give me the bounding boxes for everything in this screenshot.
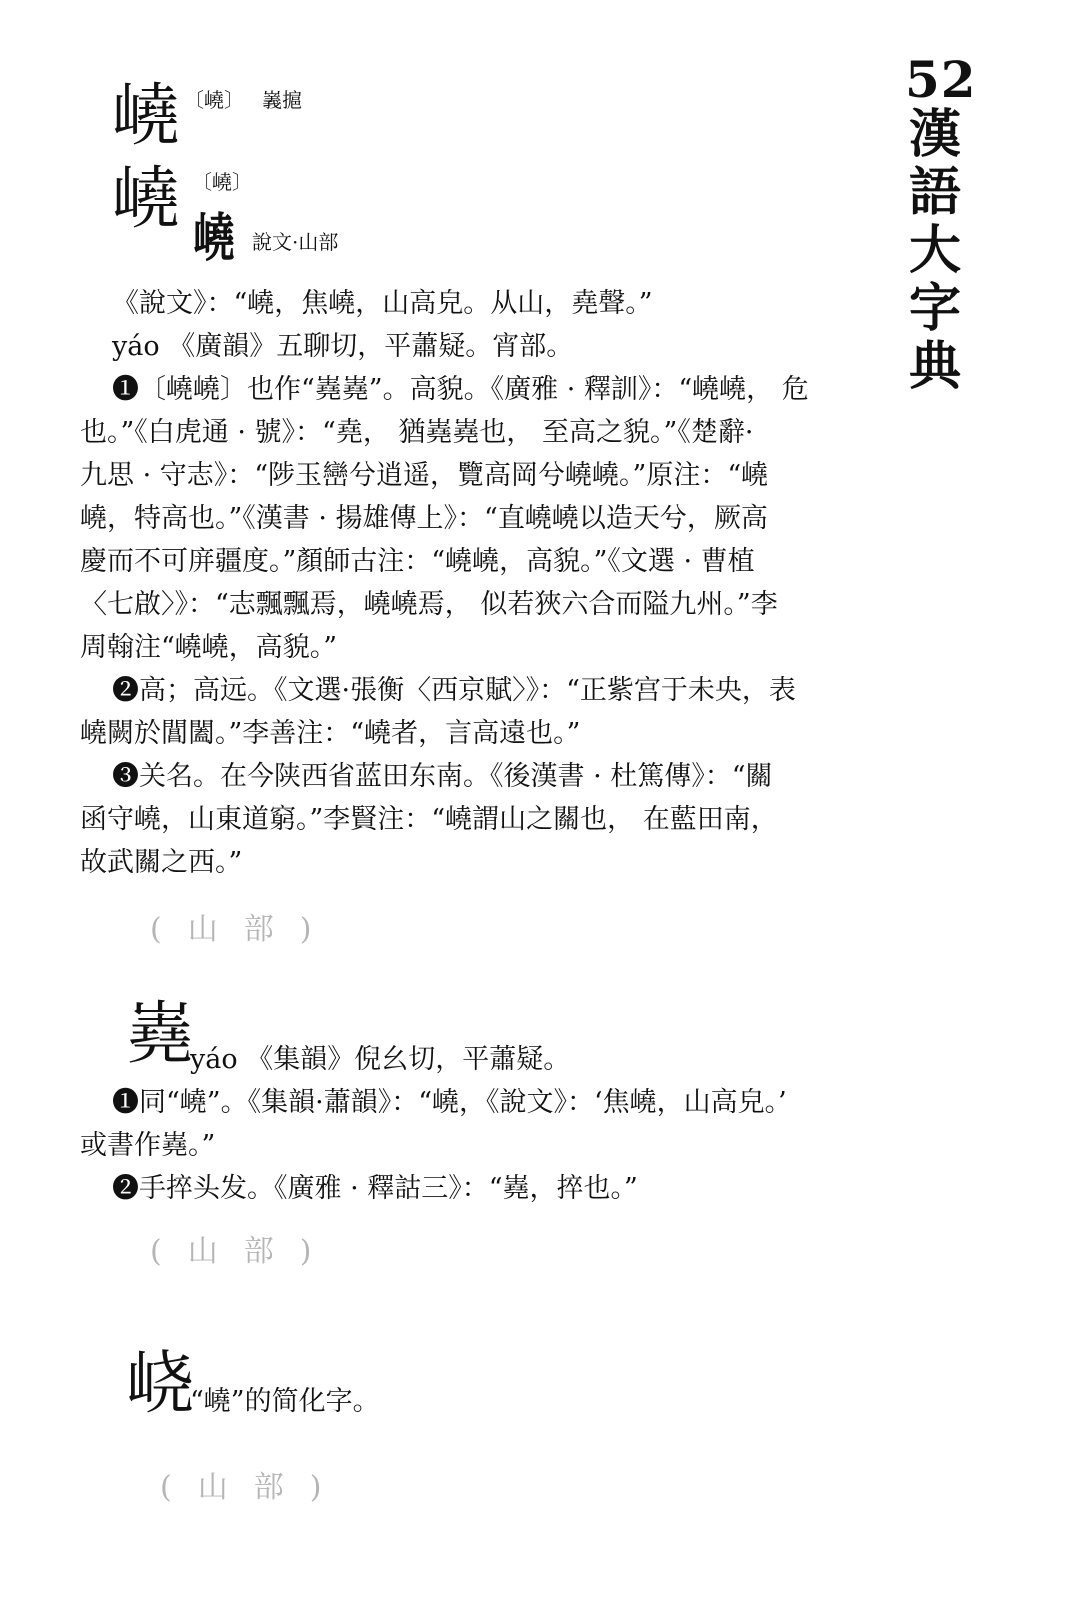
entry-variant-char: 嶢 [112, 160, 181, 239]
faint-annotation: (山部) [160, 1470, 348, 1505]
reading-note: 㠖㨭 [262, 88, 302, 112]
text-line: 慶而不可庰疆度。”顏師古注：“嶢嶢，高貌。”《文選 · 曹植 [80, 546, 755, 577]
text-line: 〈七啟〉》：“志飄飄焉，嶢嶢焉， 似若狹六合而隘九州。”李 [80, 589, 778, 620]
entry-head-char: 嶢 [112, 77, 181, 156]
faint-annotation: (山部) [150, 912, 338, 947]
variant-note: 〔嶢〕 [192, 170, 252, 194]
text-line: 周翰注“嶢嶢，高貌。” [80, 632, 338, 663]
text-line: 嶢闕於閶闔。”李善注：“嶢者，言高遠也。” [80, 718, 581, 749]
text-line: ❷手捽头发。《廣雅 · 釋詁三》：“嶤，捽也。” [112, 1173, 638, 1204]
text-line: 也。”《白虎通 · 號》：“堯， 猶嶤嶤也， 至高之貌。”《楚辭· [80, 417, 754, 448]
text-line: ❷高；高远。《文選·張衡〈西京賦〉》：“正紫宫于未央，表 [112, 675, 796, 706]
title-char: 典 [908, 336, 961, 397]
title-char: 語 [908, 162, 961, 223]
text-line: ❶〔嶢嶢〕也作“嶤嶤”。高貌。《廣雅 · 釋訓》：“嶢嶢， 危 [112, 374, 809, 405]
text-line: 故武關之西。” [80, 847, 243, 878]
text-line: yáo 《集韻》倪幺切，平蕭疑。 [190, 1044, 571, 1075]
text-line: ❶同“嶢”。《集韻·蕭韻》：“嶢，《說文》：‘焦嶢，山高皃。’ [112, 1087, 787, 1118]
text-line: yáo 《廣韻》五聊切，平蕭疑。宵部。 [112, 331, 574, 362]
text-line: “嶢”的简化字。 [190, 1386, 380, 1417]
title-char: 字 [908, 278, 961, 339]
title-char: 漢 [908, 104, 961, 165]
seal-script-glyph: 嶢 [193, 208, 235, 269]
form-note: 〔嶢〕 [184, 88, 244, 112]
text-line: ❸关名。在今陕西省蓝田东南。《後漢書 · 杜篤傳》：“關 [112, 761, 773, 792]
dictionary-title [905, 106, 965, 396]
page-number: 52 [905, 50, 977, 109]
entry-head-char: 嶤 [126, 995, 195, 1074]
text-line: 嶢，特高也。”《漢書 · 揚雄傳上》：“直嶢嶢以造天兮，厥高 [80, 503, 768, 534]
faint-annotation: (山部) [150, 1234, 338, 1269]
text-line: 函守嶢，山東道窮。”李賢注：“嶢謂山之關也， 在藍田南， [80, 804, 778, 835]
text-line: 或書作嶤。” [80, 1130, 216, 1161]
entry-head-char: 峣 [126, 1345, 195, 1424]
title-char: 大 [908, 220, 961, 281]
text-line: 九思 · 守志》：“陟玉巒兮逍遥，覽高岡兮嶢嶢。”原注：“嶢 [80, 460, 769, 491]
seal-source: 說文·山部 [252, 230, 339, 254]
text-line: 《說文》：“嶢，焦嶢，山高皃。从山，堯聲。” [112, 288, 653, 319]
